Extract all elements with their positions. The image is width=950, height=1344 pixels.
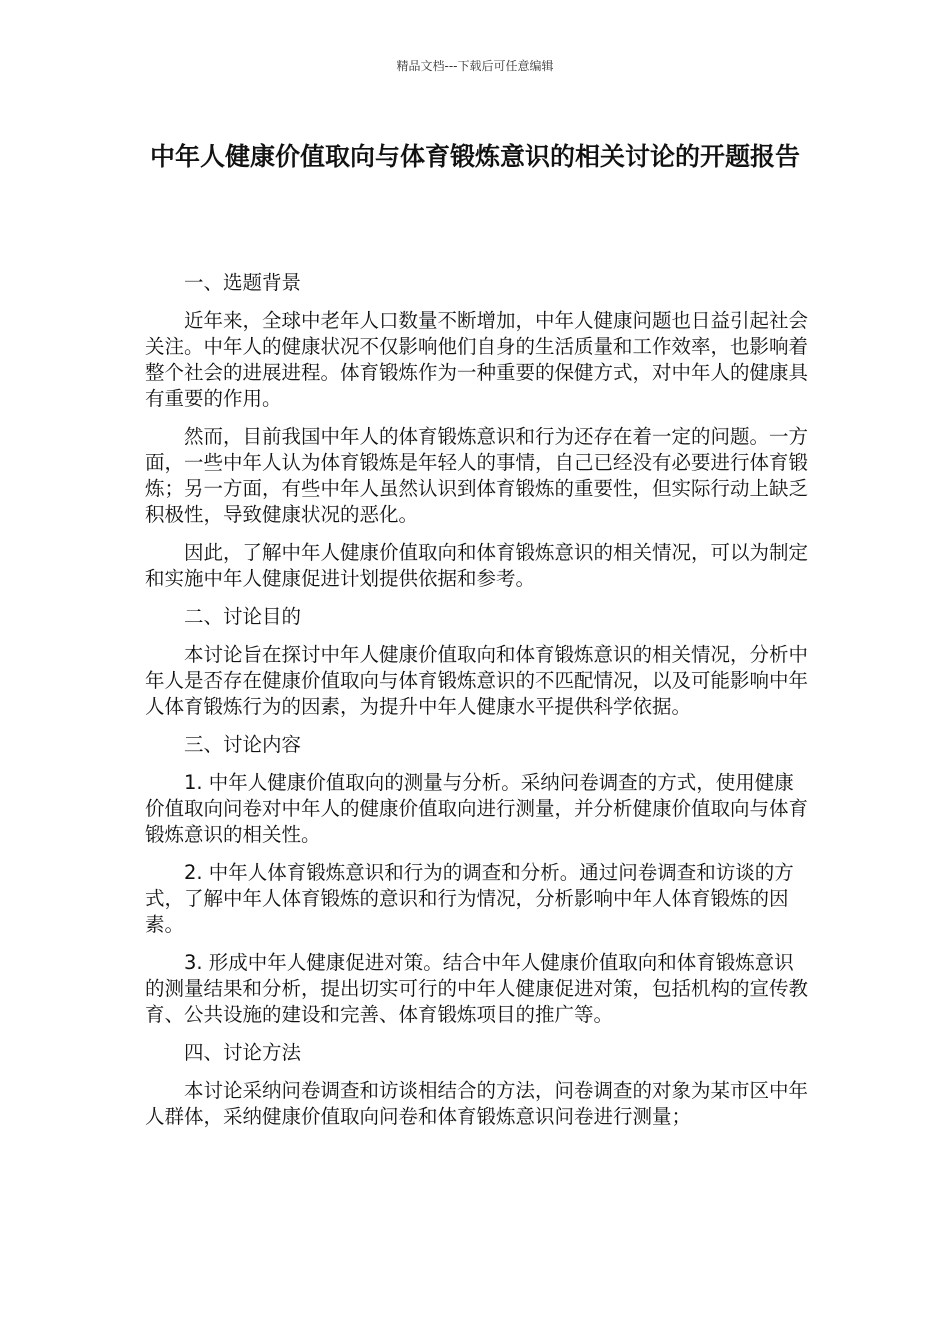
document-title: 中年人健康价值取向与体育锻炼意识的相关讨论的开题报告 <box>149 142 800 171</box>
list-item: 3. 形成中年人健康促进对策。结合中年人健康价值取向和体育锻炼意识的测量结果和分析，提出切实可行的中年人健康促进对策，包括机构的宣传教育、公共设施的建设和完善、体育锻炼项目的推广等。 <box>145 951 809 1026</box>
document-body <box>145 270 810 1142</box>
paragraph: 因此，了解中年人健康价值取向和体育锻炼意识的相关情况，可以为制定和实施中年人健康促进计划提供依据和参考。 <box>145 541 809 590</box>
paragraph: 近年来，全球中老年人口数量不断增加，中年人健康问题也日益引起社会关注。中年人的健康状况不仅影响他们自身的生活质量和工作效率，也影响着整个社会的进展进程。体育锻炼作为一种重要的保健方式，对中年人的健康具有重要的作用。 <box>145 309 809 410</box>
section-heading-background: 一、选题背景 <box>184 271 302 294</box>
section-heading-content: 三、讨论内容 <box>184 733 302 756</box>
list-item: 1. 中年人健康价值取向的测量与分析。采纳问卷调查的方式，使用健康价值取向问卷对中年人的健康价值取向进行测量，并分析健康价值取向与体育锻炼意识的相关性。 <box>145 771 809 846</box>
list-item: 2. 中年人体育锻炼意识和行为的调查和分析。通过问卷调查和访谈的方式，了解中年人体育锻炼的意识和行为情况，分析影响中年人体育锻炼的因素。 <box>145 861 794 936</box>
section-heading-method: 四、讨论方法 <box>184 1041 302 1064</box>
page-header: 精品文档---下载后可任意编辑 <box>396 59 554 73</box>
paragraph: 然而，目前我国中年人的体育锻炼意识和行为还存在着一定的问题。一方面，一些中年人认为体育锻炼是年轻人的事情，自己已经没有必要进行体育锻炼；另一方面，有些中年人虽然认识到体育锻炼的重要性，但实际行动上缺乏积极性，导致健康状况的恶化。 <box>145 425 809 526</box>
paragraph: 本讨论采纳问卷调查和访谈相结合的方法，问卷调查的对象为某市区中年人群体，采纳健康价值取向问卷和体育锻炼意识问卷进行测量； <box>145 1079 809 1128</box>
section-heading-purpose: 二、讨论目的 <box>184 605 302 628</box>
paragraph: 本讨论旨在探讨中年人健康价值取向和体育锻炼意识的相关情况，分析中年人是否存在健康价值取向与体育锻炼意识的不匹配情况，以及可能影响中年人体育锻炼行为的因素，为提升中年人健康水平提供科学依据。 <box>145 643 809 718</box>
